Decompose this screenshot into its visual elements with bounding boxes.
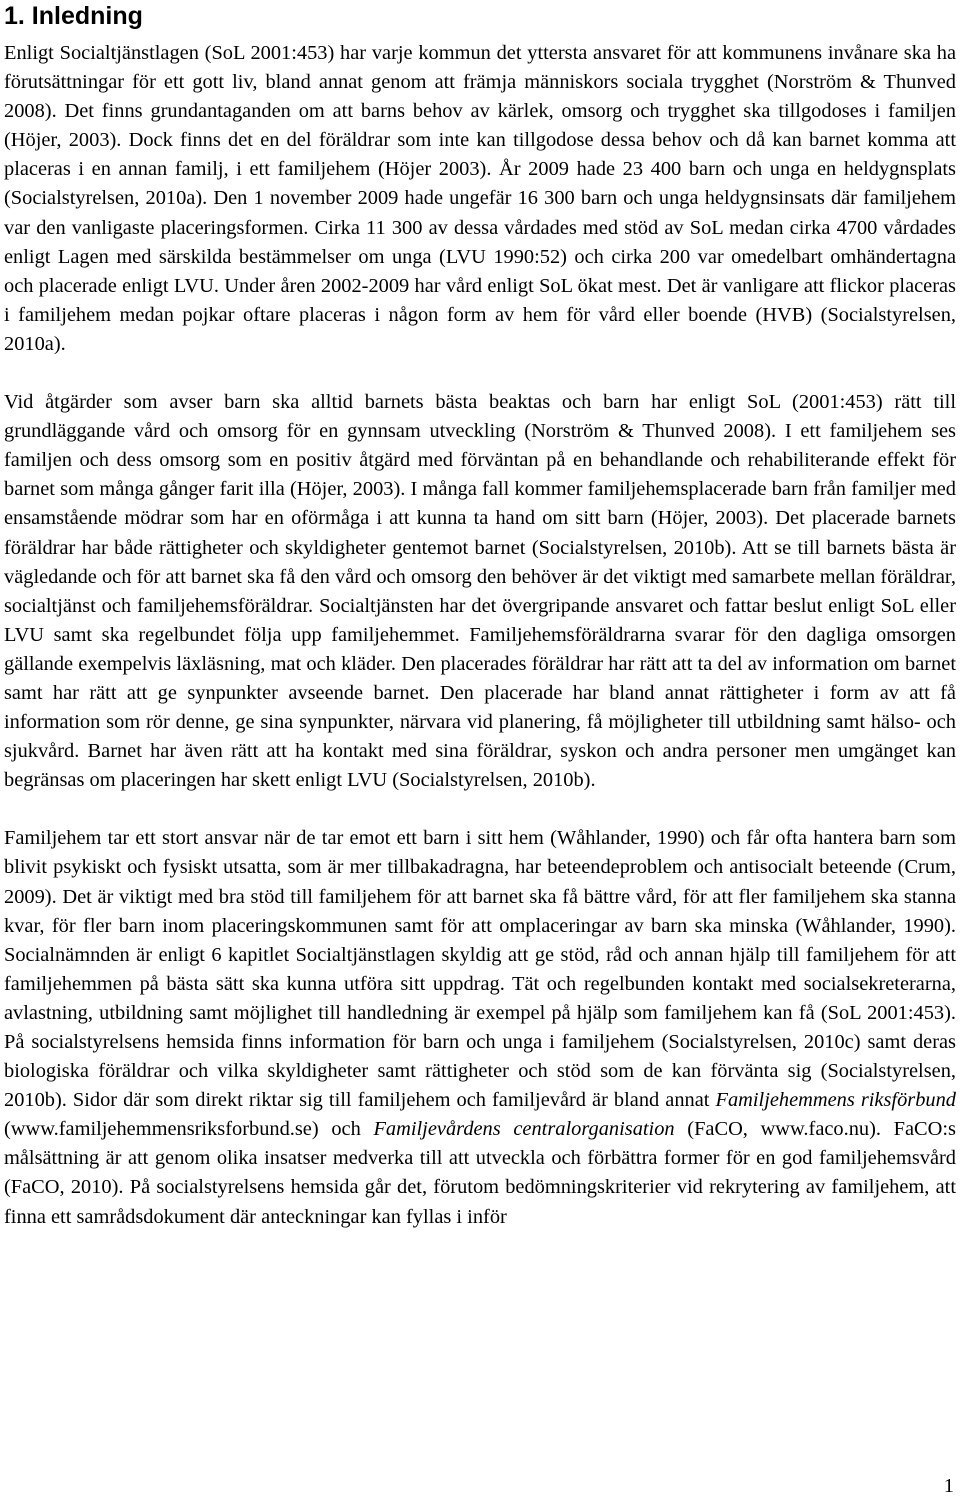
text-run: (www.familjehemmensriksforbund.se) och: [4, 1118, 374, 1141]
paragraph-foster-home-support: [4, 824, 956, 1231]
page-number: 1: [943, 1475, 954, 1497]
document-page: [4, 0, 956, 1232]
paragraph-childs-best-interest: [4, 388, 956, 795]
italic-run: Familjevårdens centralorganisation: [373, 1118, 675, 1141]
text-run: Familjehem tar ett stort ansvar när de tar emot ett barn i sitt hem (Wåhlander, 1990) och får ofta hantera barn som blivit psykiskt och fysiskt utsatta, som är mer tillbakadragna, har beteendeproblem och antisocialt beteende (Crum, 2009). Det är viktigt med bra stöd till familjehem för att barnet ska få bättre vård, för att fler familjehem ska stanna kvar, för fler barn inom placeringskommunen samt för att omplaceringar av barn ska minska (Wåhlander, 1990). Socialnämnden är enligt 6 kapitlet Socialtjänstlagen skyldig att ge stöd, råd och annan hjälp till familjehem för att familjehemmen på bästa sätt ska kunna utföra sitt uppdrag. Tät och regelbunden kontakt med socialsekreterarna, avlastning, utbildning samt möjlighet till handledning är exempel på hjälp som familjehem kan få (SoL 2001:453). På socialstyrelsens hemsida finns information för barn och unga i familjehem (Socialstyrelsen, 2010c) samt deras biologiska föräldrar och vilka skyldigheter samt rättigheter och stöd som de kan förvänta sig (Socialstyrelsen, 2010b). Sidor där som direkt riktar sig till familjehem och familjevård är bland annat: [4, 827, 956, 1112]
text-run: (FaCO, www.faco.nu). FaCO:s målsättning är att genom olika insatser medverka till att utveckla och förbättra former för en god familjehemsvård (FaCO, 2010). På socialstyrelsens hemsida går det, förutom bedömningskriterier vid rekrytering av familjehem, att finna ett samrådsdokument där anteckningar kan fyllas i inför: [4, 1118, 956, 1228]
paragraph-intro: [4, 39, 956, 359]
text-run: Vid åtgärder som avser barn ska alltid barnets bästa beaktas och barn har enligt SoL (2001:453) rätt till grundläggande vård och omsorg för en gynnsam utveckling (Norström & Thunved 2008). I ett familjehem ses familjen och dess omsorg som en positiv åtgärd med förväntan på en behandlande och rehabiliterande effekt för barnet som många gånger farit illa (Höjer, 2003). I många fall kommer familjehemsplacerade barn från familjer med ensamstående mödrar som har en oförmåga i att kunna ta hand om sitt barn (Höjer, 2003). Det placerade barnets föräldrar har både rättigheter och skyldigheter gentemot barnet (Socialstyrelsen, 2010b). Att se till barnets bästa är vägledande och för att barnet ska få den vård och omsorg den behöver är det viktigt med samarbete mellan föräldrar, socialtjänst och familjehemsföräldrar. Socialtjänsten har det övergripande ansvaret och fattar beslut enligt SoL eller LVU samt ska regelbundet följa upp familjehemmet. Familjehemsföräldrarna svarar för den dagliga omsorgen gällande exempelvis läxläsning, mat och kläder. Den placerades föräldrar har rätt att ta del av information om barnet samt har rätt att ge synpunkter avseende barnet. Den placerade har bland annat rättigheter i form av att få information som rör denne, ge sina synpunkter, närvara vid planering, få möjligheter till utbildning samt hälso- och sjukvård. Barnet har även rätt att ha kontakt med sina föräldrar, syskon och andra personer men umgänget kan begränsas om placeringen har skett enligt LVU (Socialstyrelsen, 2010b).: [4, 391, 956, 792]
text-run: Enligt Socialtjänstlagen (SoL 2001:453) har varje kommun det yttersta ansvaret för att kommunens invånare ska ha förutsättningar för ett gott liv, bland annat genom att främja människors sociala trygghet (Norström & Thunved 2008). Det finns grundantaganden om att barns behov av kärlek, omsorg och trygghet ska tillgodoses i familjen (Höjer, 2003). Dock finns det en del föräldrar som inte kan tillgodose dessa behov och då kan barnet komma att placeras i en annan familj, i ett familjehem (Höjer 2003). År 2009 hade 23 400 barn och unga en heldygnsplats (Socialstyrelsen, 2010a). Den 1 november 2009 hade ungefär 16 300 barn och unga heldygnsinsats där familjehem var den vanligaste placeringsformen. Cirka 11 300 av dessa vårdades med stöd av SoL medan cirka 4700 vårdades enligt Lagen med särskilda bestämmelser om unga (LVU 1990:52) och cirka 200 var omedelbart omhändertagna och placerade enligt LVU. Under åren 2002-2009 har vård enligt SoL ökat mest. Det är vanligare att flickor placeras i familjehem medan pojkar oftare placeras i någon form av hem för vård eller boende (HVB) (Socialstyrelsen, 2010a).: [4, 42, 956, 355]
italic-run: Familjehemmens riksförbund: [715, 1089, 956, 1112]
page-title: 1. Inledning: [4, 2, 143, 30]
